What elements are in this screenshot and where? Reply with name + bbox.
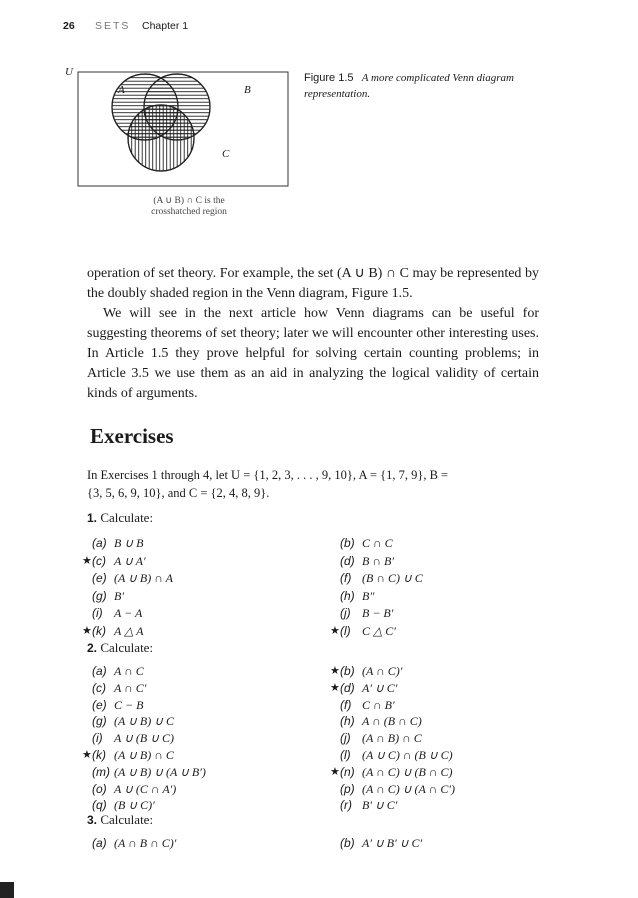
- q3-number: 3.: [87, 813, 98, 827]
- item-label: (n): [340, 764, 355, 779]
- body-text: [87, 264, 539, 404]
- item-expression: A ∩ C: [114, 664, 144, 678]
- exercise-item: [92, 765, 206, 780]
- paragraph-2: We will see in the next article how Venn diagrams can be useful for suggesting theorems of set theory; later we will encounter other interesting uses. In Article 1.5 they prove helpful for solving certain counting problems; in Article 3.5 we use them as an aid in analyzing the logical validity of certain kinds of arguments.: [87, 306, 539, 401]
- item-label: (j): [340, 606, 351, 621]
- exercise-item: [82, 624, 144, 639]
- item-expression: B′: [114, 588, 124, 603]
- item-expression: A′ ∪ C′: [362, 680, 398, 695]
- item-label: (a): [92, 836, 107, 850]
- item-expression: B ∪ B: [114, 536, 144, 550]
- item-label: (d): [340, 680, 355, 695]
- item-label: (a): [92, 664, 107, 678]
- item-expression: C △ C′: [362, 624, 396, 638]
- item-expression: B″: [362, 588, 375, 603]
- exercise-item: [330, 624, 396, 639]
- paragraph-1: operation of set theory. For example, the set (A ∪ B) ∩ C may be represented by the doubly shaded region in the Venn diagram, Figure 1.5.: [87, 266, 539, 301]
- exercise-item: [92, 731, 174, 746]
- item-expression: (A ∩ C)′: [362, 664, 403, 678]
- exercise-item: [340, 748, 453, 763]
- item-label: (g): [92, 588, 107, 603]
- item-label: (b): [340, 536, 355, 550]
- item-label: (m): [92, 764, 110, 779]
- item-expression: (B ∩ C) ∪ C: [362, 571, 423, 586]
- exercise-item: [92, 681, 146, 696]
- item-expression: C ∩ B′: [362, 697, 395, 712]
- q2-number: 2.: [87, 641, 98, 655]
- running-title: SETS: [95, 20, 131, 32]
- item-expression: (B ∪ C)′: [114, 798, 155, 813]
- star-marker: ★: [330, 624, 340, 637]
- exercise-item: [340, 836, 422, 851]
- star-marker: ★: [82, 748, 92, 761]
- item-expression: (A ∪ B) ∪ C: [114, 714, 175, 729]
- item-label: (a): [92, 536, 107, 550]
- exercise-item: [340, 798, 397, 813]
- exercise-item: [330, 664, 403, 679]
- q2-prompt: Calculate:: [100, 640, 154, 655]
- exercise-item: [340, 589, 374, 604]
- figure-inner-note: [134, 196, 244, 218]
- exercise-item: [92, 606, 142, 621]
- exercises-intro: [87, 466, 539, 502]
- star-marker: ★: [82, 624, 92, 637]
- exercise-item: [92, 714, 174, 729]
- q1-prompt: Calculate:: [100, 510, 154, 525]
- item-expression: (A ∩ B) ∩ C: [362, 731, 422, 746]
- item-label: (r): [340, 798, 352, 813]
- item-expression: A − A: [114, 606, 143, 621]
- item-expression: A ∩ C′: [114, 680, 147, 695]
- set-a-label: A: [118, 84, 125, 96]
- item-label: (e): [92, 697, 107, 712]
- q1-number: 1.: [87, 511, 98, 525]
- exercise-item: [330, 764, 453, 780]
- item-label: (b): [340, 664, 355, 678]
- item-expression: C ∩ C: [362, 536, 393, 550]
- item-label: (h): [340, 714, 355, 729]
- item-expression: A′ ∪ B′ ∪ C′: [362, 836, 423, 850]
- exercise-item: [330, 680, 398, 696]
- item-label: (l): [340, 624, 351, 638]
- item-label: (c): [92, 553, 106, 568]
- inner-note-line1: (A ∪ B) ∩ C is the: [153, 196, 225, 206]
- item-label: (c): [92, 680, 106, 695]
- item-expression: (A ∩ B ∩ C)′: [114, 836, 177, 850]
- item-label: (j): [340, 731, 351, 746]
- item-label: (h): [340, 588, 355, 603]
- exercise-item: [340, 554, 394, 569]
- universe-label: U: [65, 66, 73, 78]
- item-expression: (A ∪ B) ∪ (A ∪ B′): [114, 764, 206, 779]
- figure-caption: [304, 70, 534, 102]
- item-label: (b): [340, 836, 355, 850]
- exercise-item: [340, 536, 393, 551]
- exercise-item: [92, 589, 124, 604]
- intro-line1: In Exercises 1 through 4, let U = {1, 2, 3, . . . , 9, 10}, A = {1, 7, 9}, B =: [87, 468, 449, 482]
- item-label: (o): [92, 781, 107, 796]
- item-label: (l): [340, 748, 351, 762]
- item-label: (e): [92, 571, 107, 586]
- item-expression: B′ ∪ C′: [362, 798, 398, 813]
- item-expression: (A ∪ B) ∩ C: [114, 748, 174, 762]
- question-2-heading: [87, 640, 153, 656]
- exercise-item: [92, 571, 173, 586]
- item-label: (p): [340, 781, 355, 796]
- item-expression: A ∪ (B ∪ C): [114, 731, 175, 746]
- item-expression: B − B′: [362, 606, 394, 621]
- exercise-item: [92, 836, 176, 851]
- item-expression: (A ∪ B) ∩ A: [114, 571, 173, 586]
- caption-number: Figure 1.5: [304, 72, 354, 84]
- item-expression: A ∩ (B ∩ C): [362, 714, 422, 729]
- exercise-item: [92, 664, 144, 679]
- chapter-label: Chapter 1: [142, 20, 189, 32]
- item-expression: C − B: [114, 697, 144, 712]
- set-b-label: B: [244, 84, 251, 96]
- question-3-heading: [87, 812, 153, 828]
- item-label: (q): [92, 798, 107, 813]
- caption-title: A more complicated Venn diagram representation.: [304, 72, 514, 100]
- exercise-item: [340, 606, 393, 621]
- exercise-item: [82, 553, 146, 569]
- exercise-item: [340, 714, 422, 729]
- page-number: 26: [63, 20, 75, 32]
- star-marker: ★: [330, 680, 340, 694]
- inner-note-line2: crosshatched region: [151, 207, 227, 217]
- exercise-item: [92, 782, 176, 797]
- item-expression: (A ∪ C) ∩ (B ∪ C): [362, 748, 453, 762]
- item-expression: A ∪ (C ∩ A′): [114, 781, 177, 796]
- item-label: (g): [92, 714, 107, 729]
- star-marker: ★: [330, 664, 340, 677]
- exercise-item: [92, 536, 143, 551]
- exercise-item: [82, 748, 174, 763]
- exercise-item: [340, 731, 422, 746]
- star-marker: ★: [330, 764, 340, 778]
- item-expression: A △ A: [114, 624, 144, 638]
- star-marker: ★: [82, 553, 92, 567]
- set-c-label: C: [222, 148, 230, 160]
- exercise-item: [92, 698, 143, 713]
- item-label: (i): [92, 731, 103, 746]
- item-label: (d): [340, 553, 355, 568]
- item-label: (f): [340, 697, 352, 712]
- exercise-item: [340, 571, 423, 586]
- item-label: (f): [340, 571, 352, 586]
- question-1-heading: [87, 510, 153, 526]
- exercise-item: [340, 782, 455, 797]
- intro-line2: {3, 5, 6, 9, 10}, and C = {2, 4, 8, 9}.: [87, 486, 270, 500]
- page-edge-mark: [0, 882, 14, 898]
- item-expression: B ∩ B′: [362, 553, 394, 568]
- item-label: (k): [92, 624, 106, 638]
- venn-diagram: [60, 62, 292, 192]
- exercise-item: [340, 698, 395, 713]
- item-label: (i): [92, 606, 103, 621]
- item-expression: (A ∩ C) ∪ (A ∩ C′): [362, 781, 455, 796]
- exercises-heading: Exercises: [90, 424, 174, 448]
- item-expression: (A ∩ C) ∪ (B ∩ C): [362, 764, 453, 779]
- item-label: (k): [92, 748, 106, 762]
- item-expression: A ∪ A′: [114, 553, 146, 568]
- q3-prompt: Calculate:: [100, 812, 154, 827]
